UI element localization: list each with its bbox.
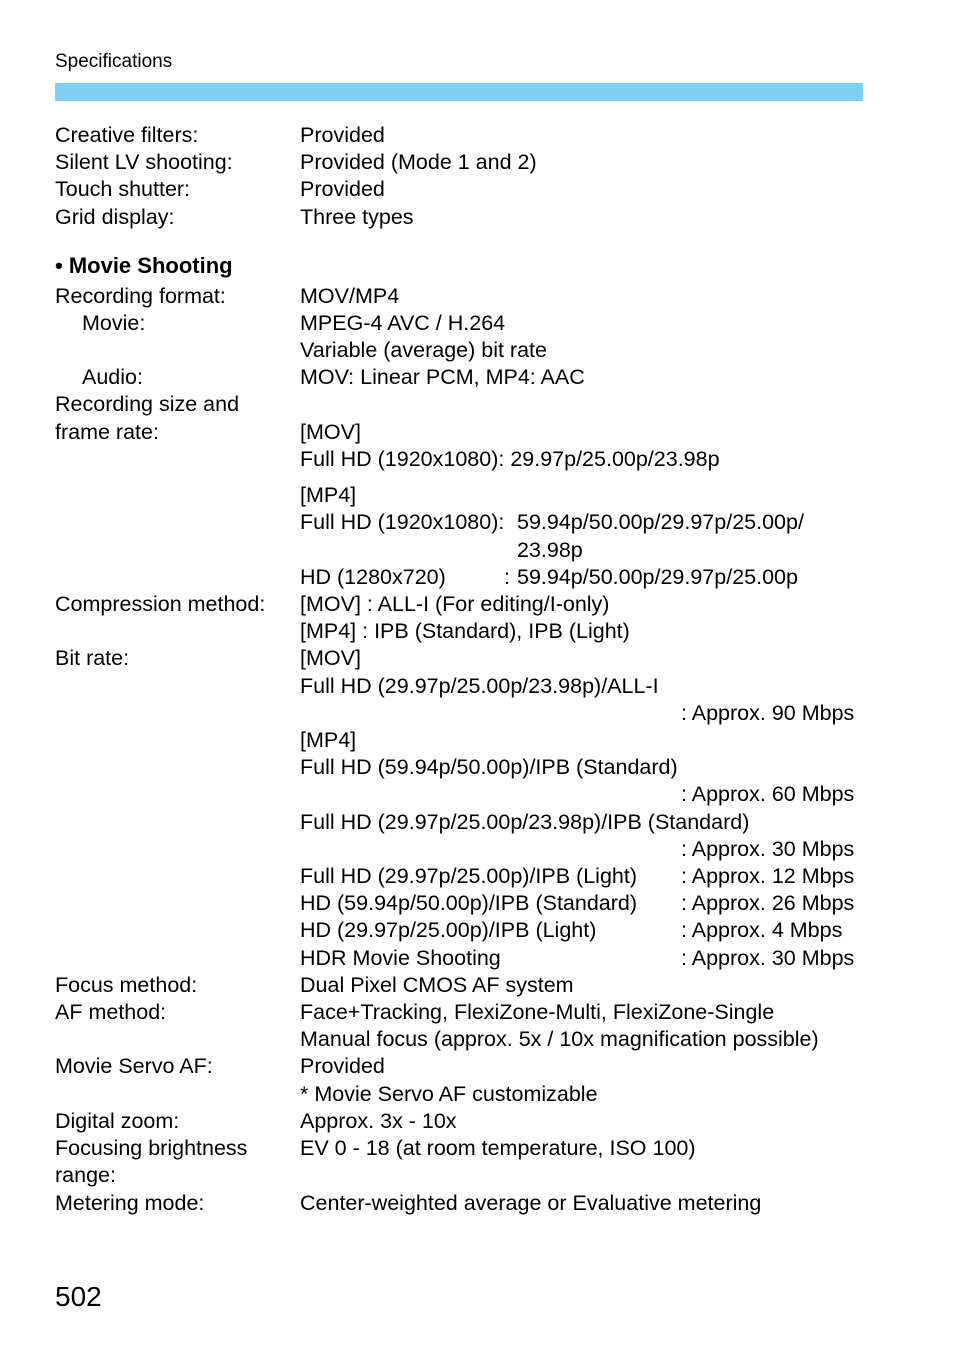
spec-value-compression-mov: [MOV] : ALL-I (For editing/I-only) <box>300 592 610 616</box>
spec-value-af-manual: Manual focus (approx. 5x / 10x magnification possible) <box>300 1027 819 1051</box>
spec-value-movie-codec: MPEG-4 AVC / H.264 <box>300 311 506 335</box>
spec-value-mp4-fullhd-rates-cont: 23.98p <box>517 538 583 562</box>
running-header: Specifications <box>55 51 173 72</box>
spec-value-mp4-fullhd-label: Full HD (1920x1080): <box>300 510 505 534</box>
spec-value-bitrate-mp4-hd-std: HD (59.94p/50.00p)/IPB (Standard) <box>300 891 638 915</box>
spec-value-touch-shutter: Provided <box>300 177 385 201</box>
spec-value-af-method: Face+Tracking, FlexiZone-Multi, FlexiZone-Single <box>300 1000 775 1024</box>
spec-label-recording-size: Recording size and <box>55 392 240 416</box>
spec-value-mov-tag: [MOV] <box>300 420 361 444</box>
spec-label-recording-format: Recording format: <box>55 284 226 308</box>
spec-sublabel-movie: Movie: <box>82 311 146 335</box>
spec-value-focusing-brightness: EV 0 - 18 (at room temperature, ISO 100) <box>300 1136 696 1160</box>
page-number: 502 <box>55 1281 102 1312</box>
spec-value-mp4-hd-rates: 59.94p/50.00p/29.97p/25.00p <box>517 565 798 589</box>
spec-value-bitrate-mp4-fullhd-std30: Full HD (29.97p/25.00p/23.98p)/IPB (Standard) <box>300 810 750 834</box>
spec-value-bitrate-mp4-fullhd-std60: Full HD (59.94p/50.00p)/IPB (Standard) <box>300 755 678 779</box>
spec-label-digital-zoom: Digital zoom: <box>55 1109 180 1133</box>
spec-value-bitrate-mp4-fullhd-light: Full HD (29.97p/25.00p)/IPB (Light) <box>300 864 637 888</box>
spec-value-bitrate-mp4-fullhd-std30-rate: : Approx. 30 Mbps <box>681 837 855 861</box>
spec-label-servo-af: Movie Servo AF: <box>55 1054 213 1078</box>
spec-value-compression-mp4: [MP4] : IPB (Standard), IPB (Light) <box>300 619 630 643</box>
spec-value-movie-bitrate-type: Variable (average) bit rate <box>300 338 547 362</box>
spec-value-mp4-tag: [MP4] <box>300 483 357 507</box>
spec-label-compression: Compression method: <box>55 592 266 616</box>
spec-label-focus-method: Focus method: <box>55 973 198 997</box>
spec-value-bitrate-hdr-rate: : Approx. 30 Mbps <box>681 946 855 970</box>
spec-value-mp4-fullhd-rates: 59.94p/50.00p/29.97p/25.00p/ <box>517 510 804 534</box>
spec-value-bitrate-mp4-fullhd-std60-rate: : Approx. 60 Mbps <box>681 782 855 806</box>
spec-value-mov-fullhd-rates: Full HD (1920x1080): 29.97p/25.00p/23.98p <box>300 447 720 471</box>
spec-value-bitrate-mp4-tag: [MP4] <box>300 728 357 752</box>
spec-label-bit-rate: Bit rate: <box>55 646 130 670</box>
spec-value-bitrate-hdr: HDR Movie Shooting <box>300 946 501 970</box>
spec-value-creative-filters: Provided <box>300 123 385 147</box>
spec-label-af-method: AF method: <box>55 1000 167 1024</box>
spec-value-metering-mode: Center-weighted average or Evaluative metering <box>300 1191 762 1215</box>
spec-value-bitrate-mp4-hd-light: HD (29.97p/25.00p)/IPB (Light) <box>300 918 597 942</box>
spec-value-audio: MOV: Linear PCM, MP4: AAC <box>300 365 585 389</box>
section-heading-movie-shooting: • Movie Shooting <box>55 253 233 278</box>
spec-value-bitrate-mp4-hd-light-rate: : Approx. 4 Mbps <box>681 918 843 942</box>
spec-value-bitrate-mp4-hd-std-rate: : Approx. 26 Mbps <box>681 891 855 915</box>
spec-value-focus-method: Dual Pixel CMOS AF system <box>300 973 574 997</box>
spec-label-frame-rate: frame rate: <box>55 420 159 444</box>
spec-label-grid-display: Grid display: <box>55 205 175 229</box>
spec-label-touch-shutter: Touch shutter: <box>55 177 191 201</box>
spec-value-silent-lv: Provided (Mode 1 and 2) <box>300 150 537 174</box>
spec-sublabel-audio: Audio: <box>82 365 143 389</box>
spec-value-mp4-hd-label: HD (1280x720) <box>300 565 446 589</box>
spec-value-bitrate-mov-tag: [MOV] <box>300 646 361 670</box>
spec-label-metering-mode: Metering mode: <box>55 1191 205 1215</box>
spec-value-recording-format: MOV/MP4 <box>300 284 400 308</box>
spec-value-bitrate-mov-fullhd: Full HD (29.97p/25.00p/23.98p)/ALL-I <box>300 674 659 698</box>
spec-label-focusing-brightness: Focusing brightness <box>55 1136 248 1160</box>
spec-label-creative-filters: Creative filters: <box>55 123 199 147</box>
header-rule <box>55 83 863 101</box>
spec-value-bitrate-mov-fullhd-rate: : Approx. 90 Mbps <box>681 701 855 725</box>
spec-note-servo-af: * Movie Servo AF customizable <box>300 1082 598 1106</box>
spec-label-focusing-range: range: <box>55 1163 116 1187</box>
spec-value-servo-af: Provided <box>300 1054 385 1078</box>
spec-value-bitrate-mp4-fullhd-light-rate: : Approx. 12 Mbps <box>681 864 855 888</box>
spec-label-silent-lv: Silent LV shooting: <box>55 150 233 174</box>
spec-value-mp4-hd-colon: : <box>504 565 510 589</box>
spec-value-grid-display: Three types <box>300 205 414 229</box>
spec-value-digital-zoom: Approx. 3x - 10x <box>300 1109 457 1133</box>
